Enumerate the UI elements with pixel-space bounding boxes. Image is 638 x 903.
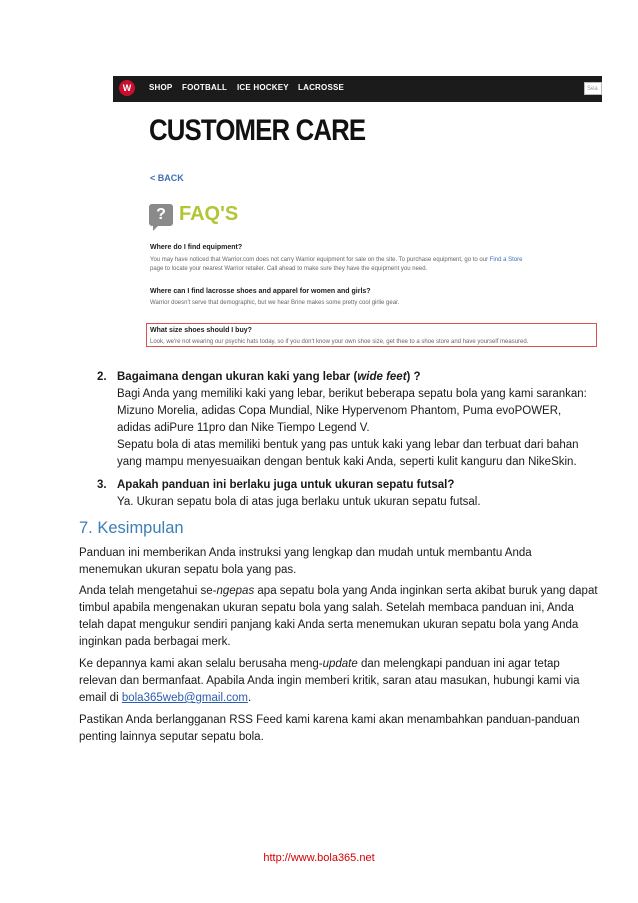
faq-question-2: Where can I find lacrosse shoes and apparel for women and girls? [150, 288, 371, 295]
list-answer-line: Sepatu bola di atas memiliki bentuk yang pas untuk kaki yang lebar dan terbuat dari bahan [117, 439, 579, 451]
paragraph-2: Anda telah mengetahui se-ngepas apa sepatu bola yang Anda inginkan serta akibat buruk yang dapat timbul apabila mengenakan ukuran sepatu bola yang salah. Setelah membaca panduan ini, Anda telah dapat mengukur sendiri panjang kaki Anda serta menemukan ukuran sepatu bola yang Anda inginkan pada berbagai merk. [79, 585, 598, 648]
nav-shop: SHOP [149, 83, 173, 92]
list-answer-line: adidas adiPure 11pro dan Nike Tiempo Legend V. [117, 422, 370, 434]
paragraph-1: Panduan ini memberikan Anda instruksi yang lengkap dan mudah untuk membantu Anda menemukan ukuran sepatu bola yang pas. [79, 547, 532, 576]
nav-ice-hockey: ICE HOCKEY [237, 83, 289, 92]
paragraph-4: Pastikan Anda berlangganan RSS Feed kami karena kami akan menambahkan panduan-panduan penting lainnya seputar sepatu bola. [79, 714, 580, 743]
list-answer-line: Bagi Anda yang memiliki kaki yang lebar, berikut beberapa sepatu bola yang kami sarankan: [117, 388, 587, 400]
list-question: Bagaimana dengan ukuran kaki yang lebar (wide feet) ? [117, 371, 421, 383]
back-link: < BACK [150, 173, 184, 183]
site-navbar [113, 76, 602, 102]
list-number: 3. [97, 479, 107, 491]
section-title: 7. Kesimpulan [79, 519, 184, 537]
email-link[interactable]: bola365web@gmail.com [121, 692, 248, 704]
faq-question-1: Where do I find equipment? [150, 244, 243, 251]
question-mark-icon: ? [149, 204, 173, 226]
faq-title: FAQ'S [179, 203, 239, 225]
paragraph-3: Ke depannya kami akan selalu berusaha meng-update dan melengkapi panduan ini agar tetap relevan dan bermanfaat. Apabila Anda ingin memberi kritik, saran atau masukan, hubungi kami via email di bola365web@gmail.com. [79, 658, 580, 704]
customer-care-title: CUSTOMER CARE [149, 114, 366, 147]
warrior-logo-icon: W [119, 80, 135, 96]
list-question: Apakah panduan ini berlaku juga untuk ukuran sepatu futsal? [117, 479, 455, 491]
faq-question-3: What size shoes should I buy? [150, 327, 252, 334]
search-box: Sea [584, 82, 602, 95]
faq-answer-1-line-2: page to locate your nearest Warrior retailer. Call ahead to make sure they have the equipment you need. [150, 266, 428, 272]
footer-url[interactable]: http://www.bola365.net [263, 852, 375, 864]
list-answer-line: Ya. Ukuran sepatu bola di atas juga berlaku untuk ukuran sepatu futsal. [117, 496, 481, 508]
faq-answer-3: Look, we're not wearing our psychic hats today, so if you don't know your own shoe size, get thee to a shoe store and have yourself measured. [150, 339, 529, 345]
list-answer-line: yang mampu menyesuaikan dengan bentuk kaki Anda, seperti kulit kanguru dan NikeSkin. [117, 456, 577, 468]
faq-answer-1-line-1: You may have noticed that Warrior.com does not carry Warrior equipment for sale on the site. To purchase equipment, go to our Find a Store [150, 257, 523, 263]
find-a-store-link: Find a Store [489, 257, 523, 263]
customer-care-screenshot [113, 76, 602, 350]
faq-answer-2: Warrior doesn't serve that demographic, but we hear Brine makes some pretty cool girlie gear. [150, 300, 400, 306]
nav-lacrosse: LACROSSE [298, 83, 345, 92]
list-number: 2. [97, 371, 107, 383]
list-answer-line: Mizuno Morelia, adidas Copa Mundial, Nike Hypervenom Phantom, Puma evoPOWER, [117, 405, 562, 417]
nav-football: FOOTBALL [182, 83, 228, 92]
